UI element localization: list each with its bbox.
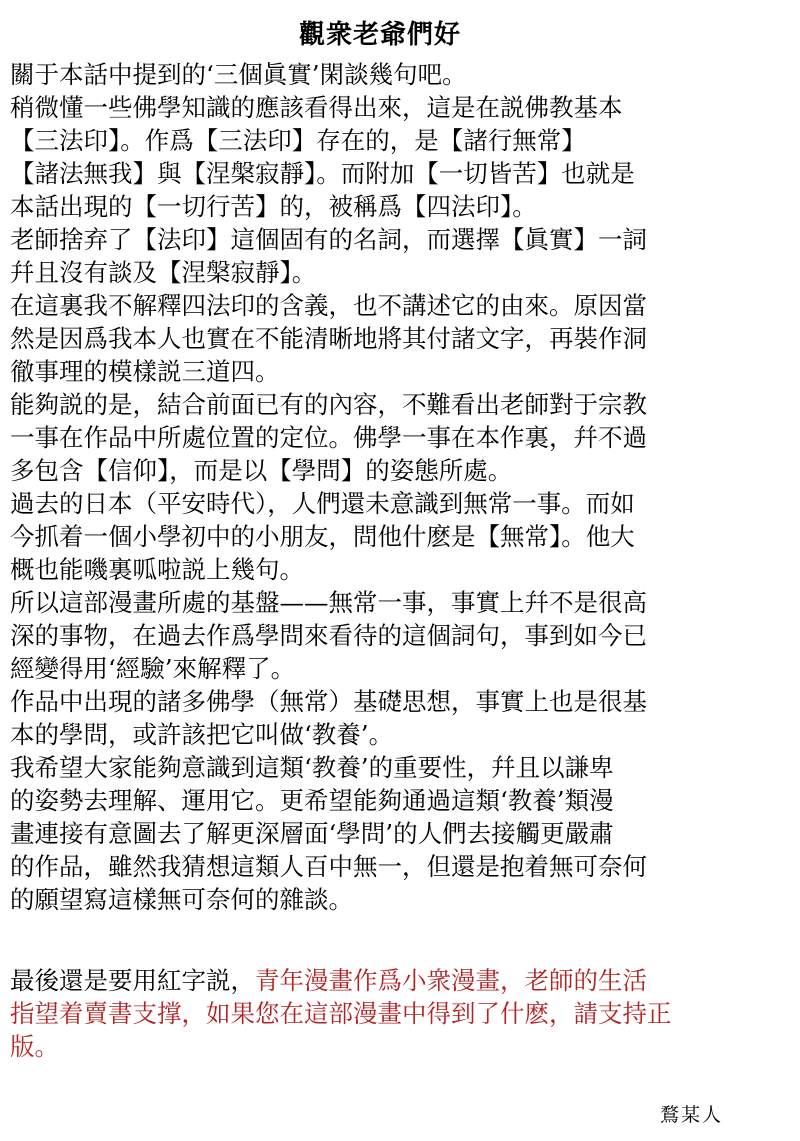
page-title: 觀衆老爺們好 bbox=[298, 20, 461, 50]
document-body bbox=[10, 58, 790, 1063]
text-line: 幷且沒有談及【涅槃寂靜】。 bbox=[10, 258, 317, 287]
closing-line bbox=[10, 964, 790, 997]
text-line: 【三法印】。作爲【三法印】存在的，是【諸行無常】 bbox=[10, 126, 586, 155]
text-line: 過去的日本（平安時代），人們還未意識到無常一事。而如 bbox=[10, 489, 635, 518]
text-line: 稍微懂一些佛學知識的應該看得出來，這是在説佛教基本 bbox=[10, 93, 623, 122]
closing-red-text: 青年漫畫作爲小衆漫畫，老師的生活 bbox=[255, 966, 647, 995]
text-line: 徹事理的模樣説三道四。 bbox=[10, 357, 280, 386]
text-line: 老師捨弃了【法印】這個固有的名詞，而選擇【眞實】一詞 bbox=[10, 225, 647, 254]
text-line: 所以這部漫畫所處的基盤——無常一事，事實上幷不是很高 bbox=[10, 588, 647, 617]
text-line: 在這裏我不解釋四法印的含義，也不講述它的由來。原因當 bbox=[10, 291, 647, 320]
closing-red-line: 版。 bbox=[10, 1032, 59, 1061]
text-line: 本的學問，或許該把它叫做‘教養’。 bbox=[10, 720, 394, 749]
text-line: 我希望大家能夠意識到這類‘教養’的重要性，幷且以謙卑 bbox=[10, 753, 614, 782]
text-line: 關于本話中提到的‘三個眞實’閑談幾句吧。 bbox=[10, 60, 467, 89]
text-line: 本話出現的【一切行苦】的，被稱爲【四法印】。 bbox=[10, 192, 537, 221]
text-line: 今抓着一個小學初中的小朋友，問他什麽是【無常】。他大 bbox=[10, 522, 635, 551]
text-line: 一事在作品中所處位置的定位。佛學一事在本作裏，幷不過 bbox=[10, 423, 647, 452]
text-line: 【諸法無我】與【涅槃寂靜】。而附加【一切皆苦】也就是 bbox=[10, 159, 635, 188]
text-line: 深的事物，在過去作爲學問來看待的這個詞句，事到如今已 bbox=[10, 621, 647, 650]
text-line: 畫連接有意圖去了解更深層面‘學問’的人們去接觸更嚴肅 bbox=[10, 819, 614, 848]
text-line: 的作品，雖然我猜想這類人百中無一，但還是抱着無可奈何 bbox=[10, 852, 647, 881]
closing-black-text: 最後還是要用紅字説， bbox=[10, 966, 255, 995]
closing-red-line: 指望着賣書支撑，如果您在這部漫畫中得到了什麽，請支持正 bbox=[10, 999, 672, 1028]
paragraph-spacer bbox=[10, 916, 790, 964]
text-line: 的願望寫這樣無可奈何的雜談。 bbox=[10, 885, 353, 914]
text-line: 能夠説的是，結合前面已有的內容，不難看出老師對于宗教 bbox=[10, 390, 647, 419]
text-line: 概也能嘰裏呱啦説上幾句。 bbox=[10, 555, 304, 584]
text-line: 的姿勢去理解、運用它。更希望能夠通過這類‘教養’類漫 bbox=[10, 786, 614, 815]
text-line: 然是因爲我本人也實在不能清晰地將其付諸文字，再裝作洞 bbox=[10, 324, 647, 353]
text-line: 經變得用‘經驗’來解釋了。 bbox=[10, 654, 296, 683]
text-line: 多包含【信仰】，而是以【學問】的姿態所處。 bbox=[10, 456, 513, 485]
text-line: 作品中出現的諸多佛學（無常）基礎思想，事實上也是很基 bbox=[10, 687, 647, 716]
author-signature: 鶩某人 bbox=[660, 1104, 724, 1126]
